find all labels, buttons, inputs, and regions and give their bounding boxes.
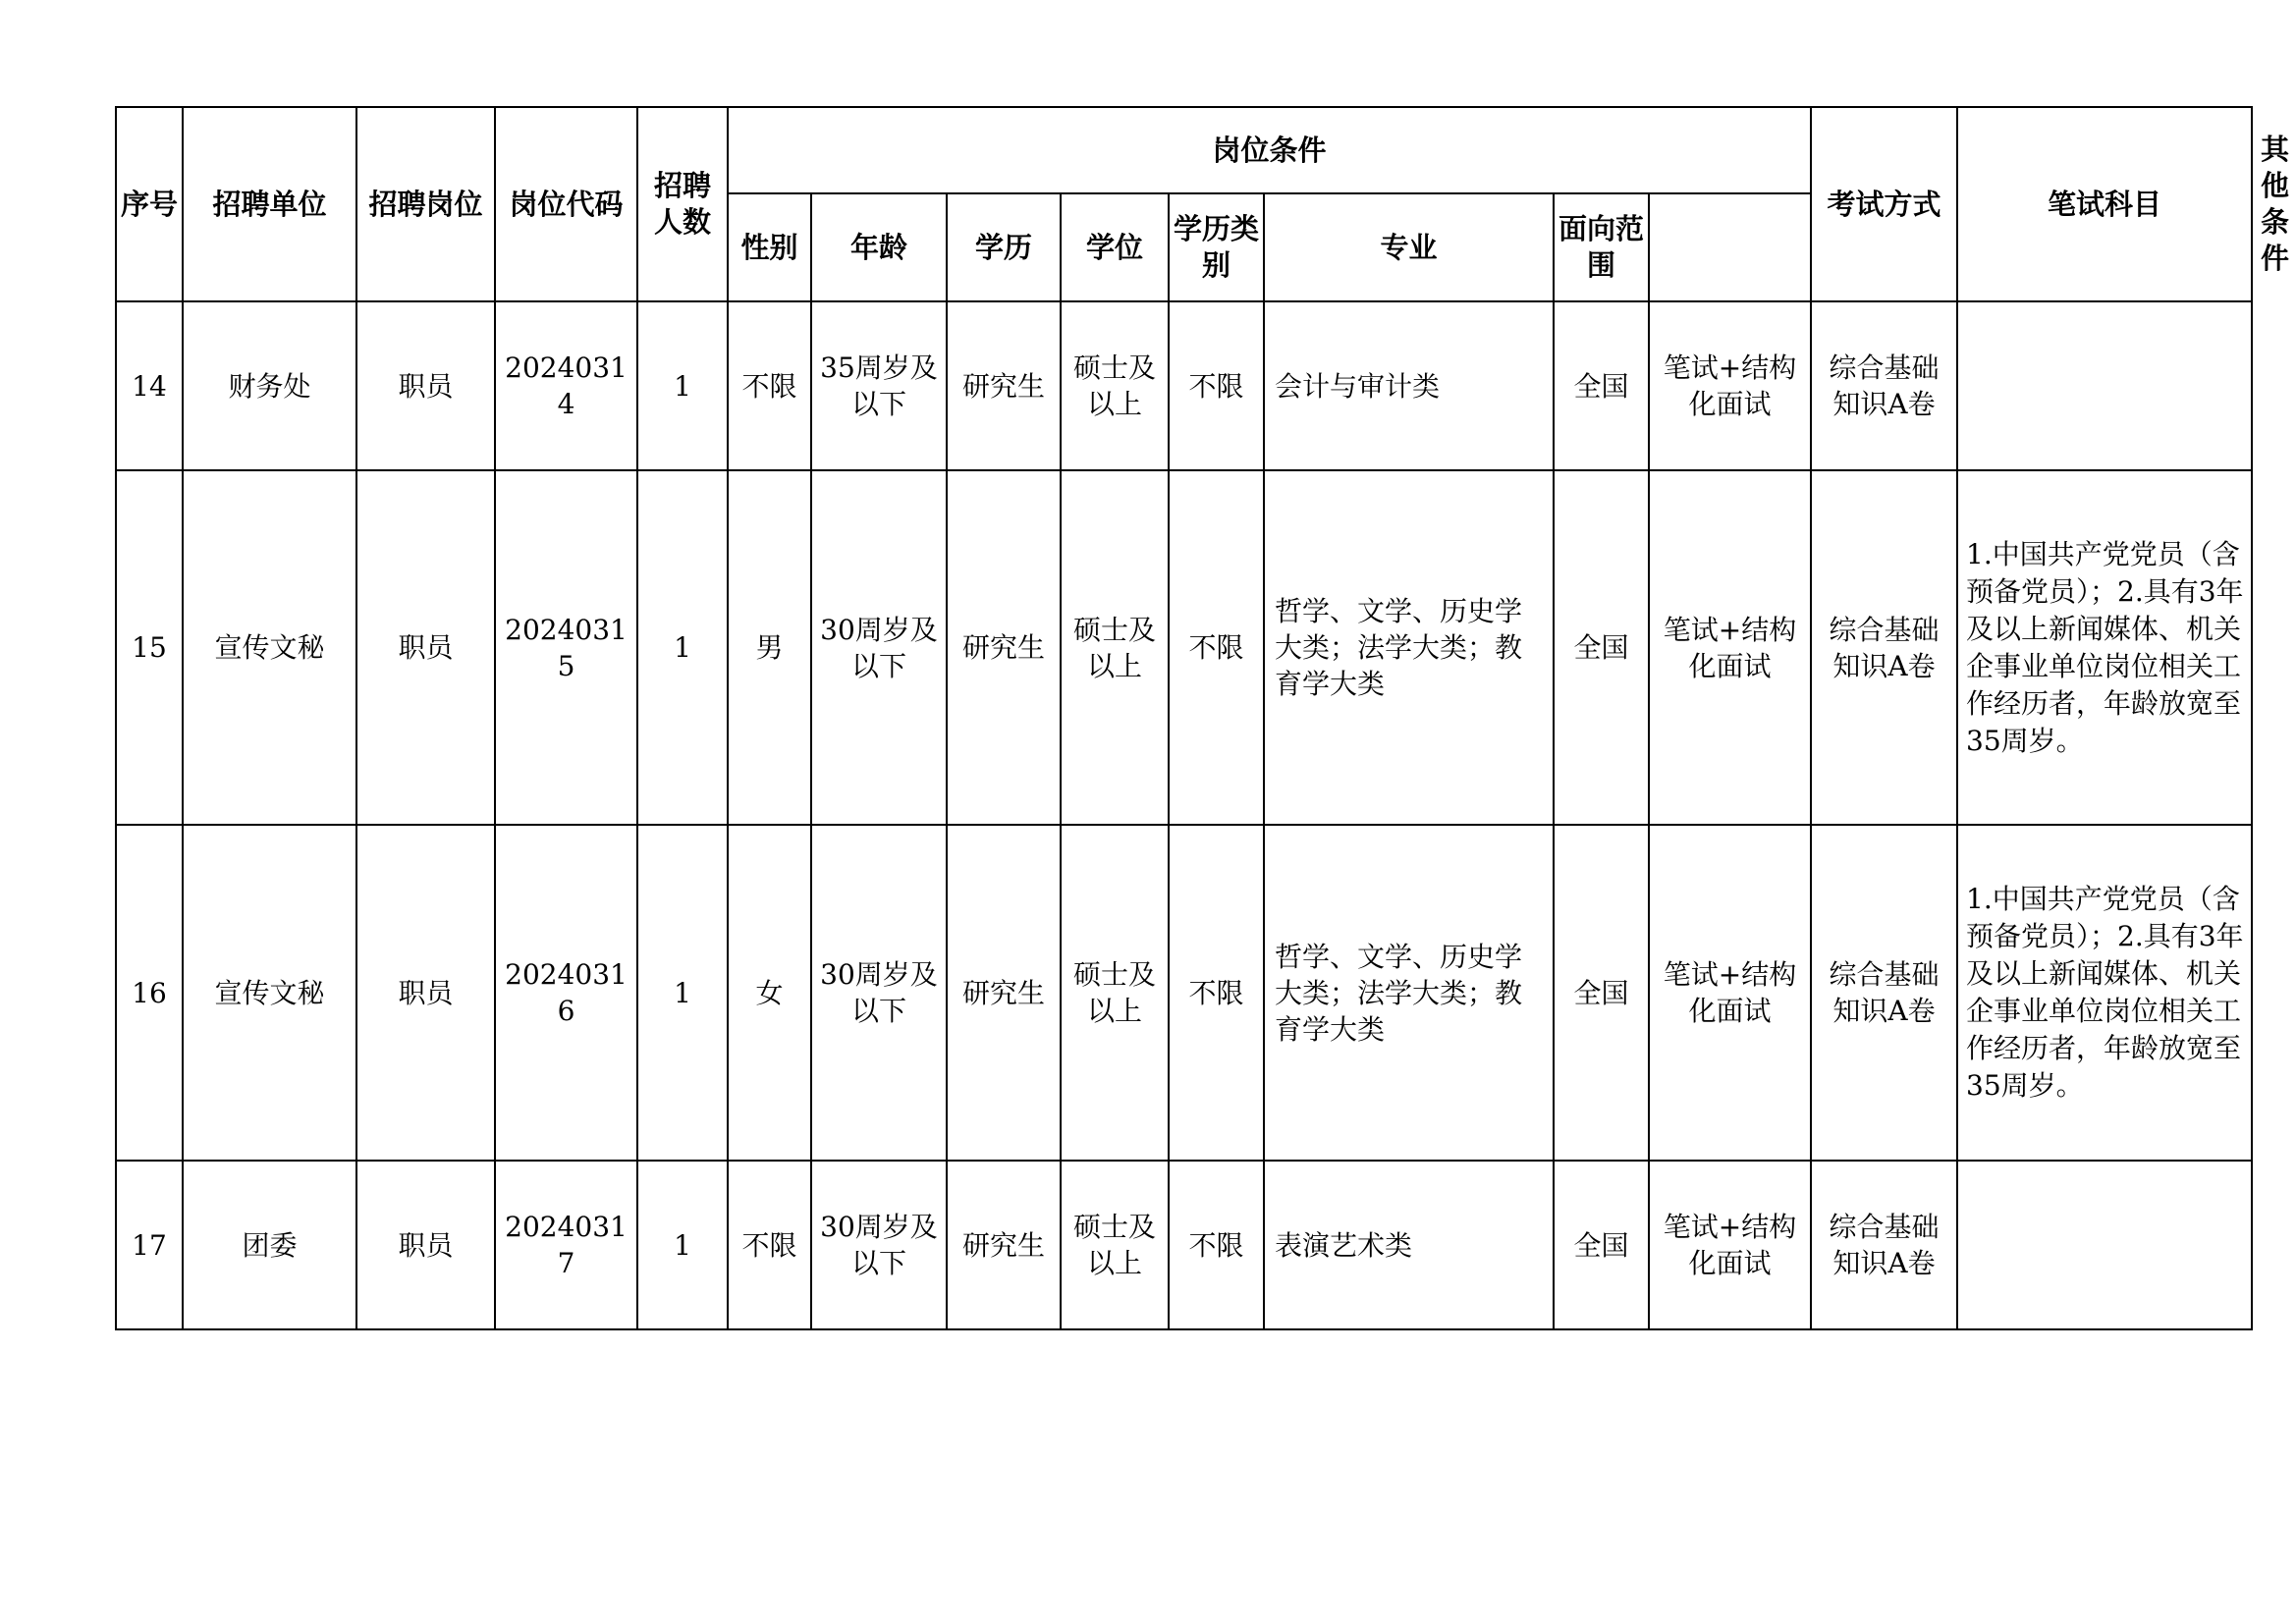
cell-count: 1 xyxy=(637,825,728,1161)
cell-other xyxy=(1957,1161,2252,1329)
cell-unit: 团委 xyxy=(183,1161,356,1329)
cell-written-subject: 综合基础知识A卷 xyxy=(1811,301,1957,470)
cell-count: 1 xyxy=(637,301,728,470)
header-exam-method: 考试方式 xyxy=(1811,107,1957,301)
header-age: 年龄 xyxy=(811,193,947,301)
header-scope: 面向范围 xyxy=(1554,193,1649,301)
cell-code: 20240317 xyxy=(495,1161,637,1329)
cell-gender: 女 xyxy=(728,825,811,1161)
cell-gender: 不限 xyxy=(728,301,811,470)
cell-edu-type: 不限 xyxy=(1169,825,1264,1161)
cell-other: 1.中国共产党党员（含预备党员）；2.具有3年及以上新闻媒体、机关企事业单位岗位相关工作经历者，年龄放宽至35周岁。 xyxy=(1957,825,2252,1161)
header-count: 招聘人数 xyxy=(637,107,728,301)
cell-post: 职员 xyxy=(356,470,495,825)
cell-code: 20240315 xyxy=(495,470,637,825)
cell-education: 研究生 xyxy=(947,825,1061,1161)
recruitment-table: 序号 招聘单位 招聘岗位 岗位代码 招聘人数 岗位条件 考试方式 笔试科目 其他条件 性别 年龄 学历 学位 学历类别 专业 面向范围 14 财务处 职员 20240314 1 不限 35周岁及以下 研究生 硕士及以上 不限 会计与审计类 全国 笔试+结构化面试 综合基础知识A卷 15 宣传文秘 职员 20240315 1 男 30周岁及以下 研究生 硕士及以上 不限 哲学、文学、历史学大类；法学大类；教育学大类 全国 笔试+结构化面试 综合基础知识A卷 1.中国共产党党员（含预备党员）；2.具有3年及以上新闻媒体、机关企事业单位岗位相关工作经历者，年龄放宽至35周岁。 16 宣传文秘 职员 20240316 1 女 30周岁及以下 研究生 硕士及以上 不限 哲学、文学、历史学大类；法学大类；教育学大类 全国 笔试+结构化面试 综合基础知识A卷 1.中国共产党党员（含预备党员）；2.具有3年及以上新闻媒体、机关企事业单位岗位相关工作经历者，年龄放宽至35周岁。 17 团委 职员 20240317 1 不限 30周岁及以下 研究生 硕士及以上 不限 表演艺术类 全国 笔试+结构化面试 综合基础知识A卷 xyxy=(115,106,2253,1330)
cell-seq: 15 xyxy=(116,470,183,825)
cell-other xyxy=(1957,301,2252,470)
cell-post: 职员 xyxy=(356,1161,495,1329)
table-row xyxy=(116,825,2252,1161)
header-degree: 学位 xyxy=(1061,193,1169,301)
cell-degree: 硕士及以上 xyxy=(1061,470,1169,825)
recruitment-table-sheet xyxy=(115,106,2290,1330)
cell-seq: 17 xyxy=(116,1161,183,1329)
table-row xyxy=(116,1161,2252,1329)
cell-major: 哲学、文学、历史学大类；法学大类；教育学大类 xyxy=(1264,470,1554,825)
header-gender: 性别 xyxy=(728,193,811,301)
cell-major: 会计与审计类 xyxy=(1264,301,1554,470)
header-conditions: 岗位条件 xyxy=(728,107,1811,193)
cell-major: 表演艺术类 xyxy=(1264,1161,1554,1329)
table-row xyxy=(116,470,2252,825)
cell-major: 哲学、文学、历史学大类；法学大类；教育学大类 xyxy=(1264,825,1554,1161)
cell-exam-method: 笔试+结构化面试 xyxy=(1649,1161,1811,1329)
cell-written-subject: 综合基础知识A卷 xyxy=(1811,470,1957,825)
cell-age: 30周岁及以下 xyxy=(811,1161,947,1329)
cell-unit: 宣传文秘 xyxy=(183,825,356,1161)
header-edu-type: 学历类别 xyxy=(1169,193,1264,301)
cell-post: 职员 xyxy=(356,301,495,470)
cell-code: 20240316 xyxy=(495,825,637,1161)
cell-count: 1 xyxy=(637,1161,728,1329)
cell-exam-method: 笔试+结构化面试 xyxy=(1649,301,1811,470)
cell-seq: 16 xyxy=(116,825,183,1161)
cell-education: 研究生 xyxy=(947,1161,1061,1329)
cell-exam-method: 笔试+结构化面试 xyxy=(1649,825,1811,1161)
cell-code: 20240314 xyxy=(495,301,637,470)
cell-age: 35周岁及以下 xyxy=(811,301,947,470)
cell-post: 职员 xyxy=(356,825,495,1161)
cell-degree: 硕士及以上 xyxy=(1061,301,1169,470)
cell-gender: 男 xyxy=(728,470,811,825)
cell-other: 1.中国共产党党员（含预备党员）；2.具有3年及以上新闻媒体、机关企事业单位岗位相关工作经历者，年龄放宽至35周岁。 xyxy=(1957,470,2252,825)
cell-scope: 全国 xyxy=(1554,301,1649,470)
cell-scope: 全国 xyxy=(1554,825,1649,1161)
header-written-subject: 笔试科目 xyxy=(1957,107,2252,301)
cell-seq: 14 xyxy=(116,301,183,470)
cell-edu-type: 不限 xyxy=(1169,470,1264,825)
cell-scope: 全国 xyxy=(1554,1161,1649,1329)
header-education: 学历 xyxy=(947,193,1061,301)
cell-education: 研究生 xyxy=(947,301,1061,470)
cell-degree: 硕士及以上 xyxy=(1061,1161,1169,1329)
cell-edu-type: 不限 xyxy=(1169,301,1264,470)
header-unit: 招聘单位 xyxy=(183,107,356,301)
cell-unit: 财务处 xyxy=(183,301,356,470)
header-code: 岗位代码 xyxy=(495,107,637,301)
cell-count: 1 xyxy=(637,470,728,825)
header-seq: 序号 xyxy=(116,107,183,301)
cell-age: 30周岁及以下 xyxy=(811,825,947,1161)
cell-written-subject: 综合基础知识A卷 xyxy=(1811,1161,1957,1329)
cell-gender: 不限 xyxy=(728,1161,811,1329)
cell-written-subject: 综合基础知识A卷 xyxy=(1811,825,1957,1161)
cell-scope: 全国 xyxy=(1554,470,1649,825)
cell-degree: 硕士及以上 xyxy=(1061,825,1169,1161)
cell-exam-method: 笔试+结构化面试 xyxy=(1649,470,1811,825)
cell-education: 研究生 xyxy=(947,470,1061,825)
header-major: 专业 xyxy=(1264,193,1554,301)
cell-unit: 宣传文秘 xyxy=(183,470,356,825)
cell-edu-type: 不限 xyxy=(1169,1161,1264,1329)
cell-age: 30周岁及以下 xyxy=(811,470,947,825)
table-row xyxy=(116,301,2252,470)
header-post: 招聘岗位 xyxy=(356,107,495,301)
